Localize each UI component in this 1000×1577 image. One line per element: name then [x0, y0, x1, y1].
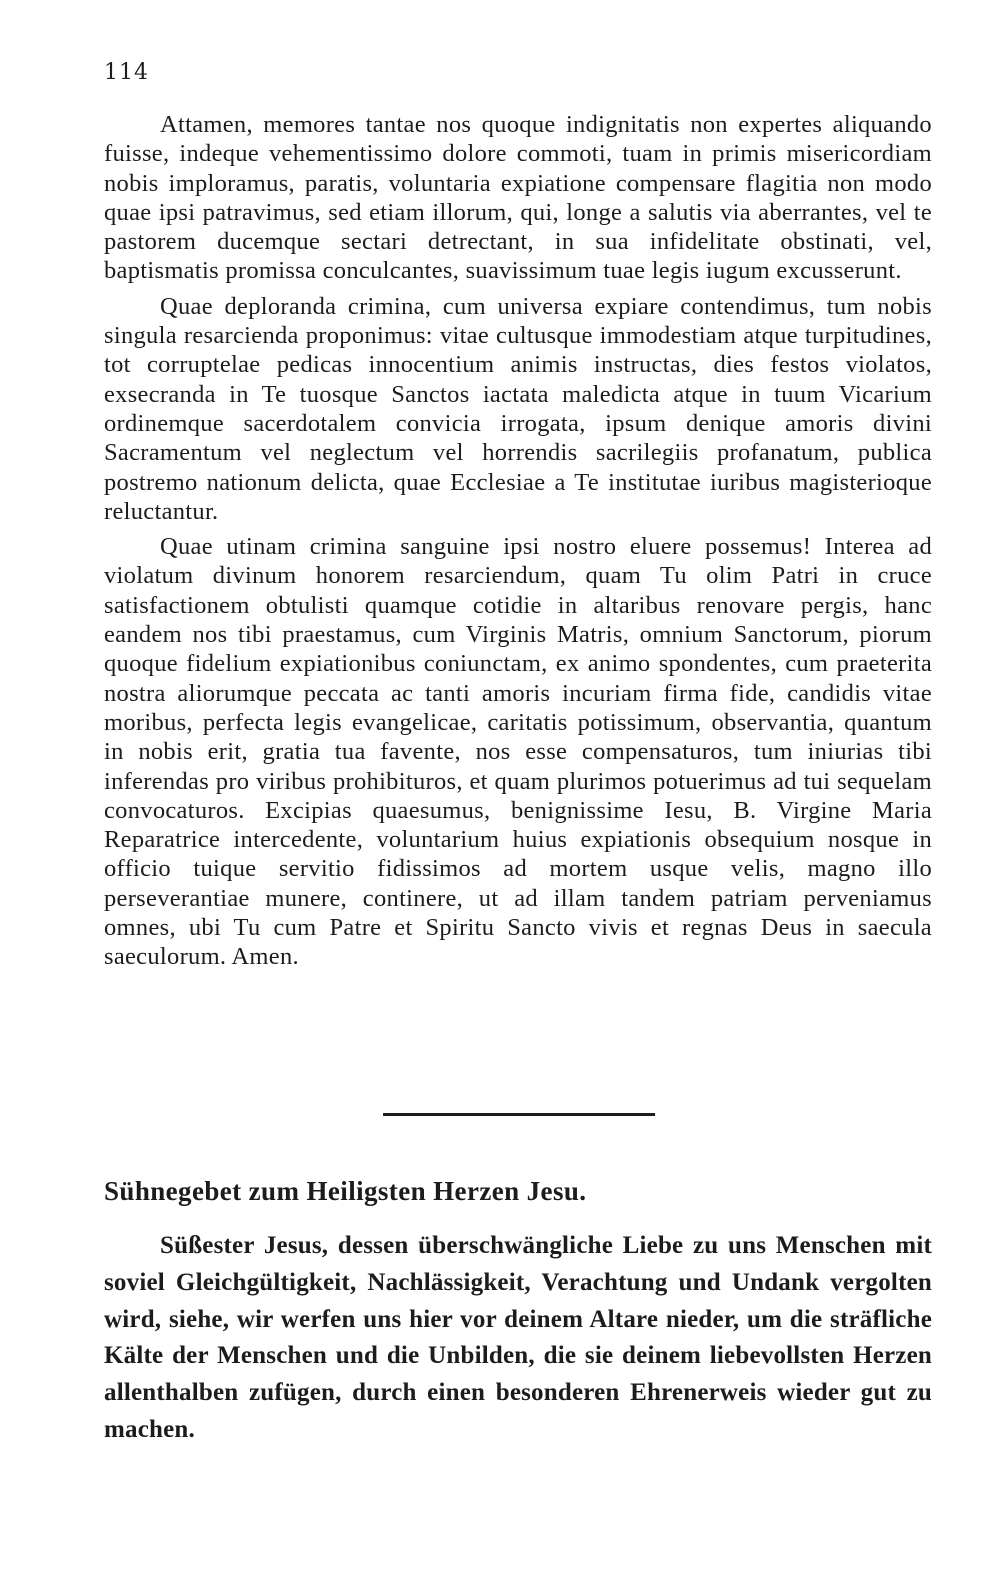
latin-paragraph: Attamen, memores tantae nos quoque indignitatis non expertes aliquando fuisse, indeque vehementissimo dolore commoti, tuam in primis misericordiam nobis imploramus, paratis, voluntaria expiatione compensare flagitia non modo quae ipsi patravimus, sed etiam illorum, qui, longe a salutis via aberrantes, vel te pastorem ducemque sectari detrectant, in sua infidelitate obstinati, vel, baptismatis promissa conculcantes, suavissimum tuae legis iugum excusserunt.: [104, 111, 932, 285]
german-section-heading: Sühnegebet zum Heiligsten Herzen Jesu.: [104, 1176, 587, 1206]
latin-paragraph: Quae utinam crimina sanguine ipsi nostro eluere possemus! Interea ad violatum divinum honorem resarciendum, quam Tu olim Patri in cruce satisfactionem obtulisti quamque cotidie in altaribus renovare pergis, hanc eandem nos tibi praestamus, cum Virginis Matris, omnium Sanctorum, piorum quoque fidelium expiationibus coniunctam, ex animo spondentes, cum praeterita nostra aliorumque peccata ac tanti amoris incuriam firma fide, candidis vitae moribus, perfecta legis evangelicae, caritatis potissimum, observantia, quantum in nobis erit, gratia tua favente, nos esse compensaturos, tum iniurias tibi inferendas pro viribus prohibituros, et quam plurimos potuerimus ad tui sequelam convocaturos. Excipias quaesumus, benignissime Iesu, B. Virgine Maria Reparatrice intercedente, voluntarium huius expiationis obsequium nosque in officio tuique servitio fidissimos ad mortem usque velis, magno illo perseverantiae munere, continere, ut ad illam tandem patriam perveniamus omnes, ubi Tu cum Patre et Spiritu Sancto vivis et regnas Deus in saecula saeculorum. Amen.: [104, 533, 932, 971]
page-number: 114: [104, 60, 149, 85]
latin-prayer-text: [104, 110, 932, 978]
latin-paragraph: Quae deploranda crimina, cum universa expiare contendimus, tum nobis singula resarcienda proponimus: vitae cultusque immodestiam atque turpitudines, tot corruptelae pedicas innocentium animis instructas, dies festos violatos, exsecranda in Te tuosque Sanctos iactata maledicta atque in tuum Vicarium ordinemque sacerdotalem convicia irrogata, ipsum denique amoris divini Sacramentum vel neglectum vel horrendis sacrilegiis profanatum, publica postremo nationum delicta, quae Ecclesiae a Te institutae iuribus magisterioque reluctantur.: [104, 292, 932, 525]
german-prayer-paragraph: Süßester Jesus, dessen überschwängliche Liebe zu uns Menschen mit soviel Gleichgültigkeit, Nachlässigkeit, Verachtung und Undank vergolten wird, siehe, wir werfen uns hier vor deinem Altare nieder, um die sträfliche Kälte der Menschen und die Unbilden, die sie deinem liebevollsten Herzen allenthalben zufügen, durch einen besonderen Ehrenerweis wieder gut zu machen.: [104, 1232, 932, 1443]
section-divider: [383, 1113, 655, 1116]
